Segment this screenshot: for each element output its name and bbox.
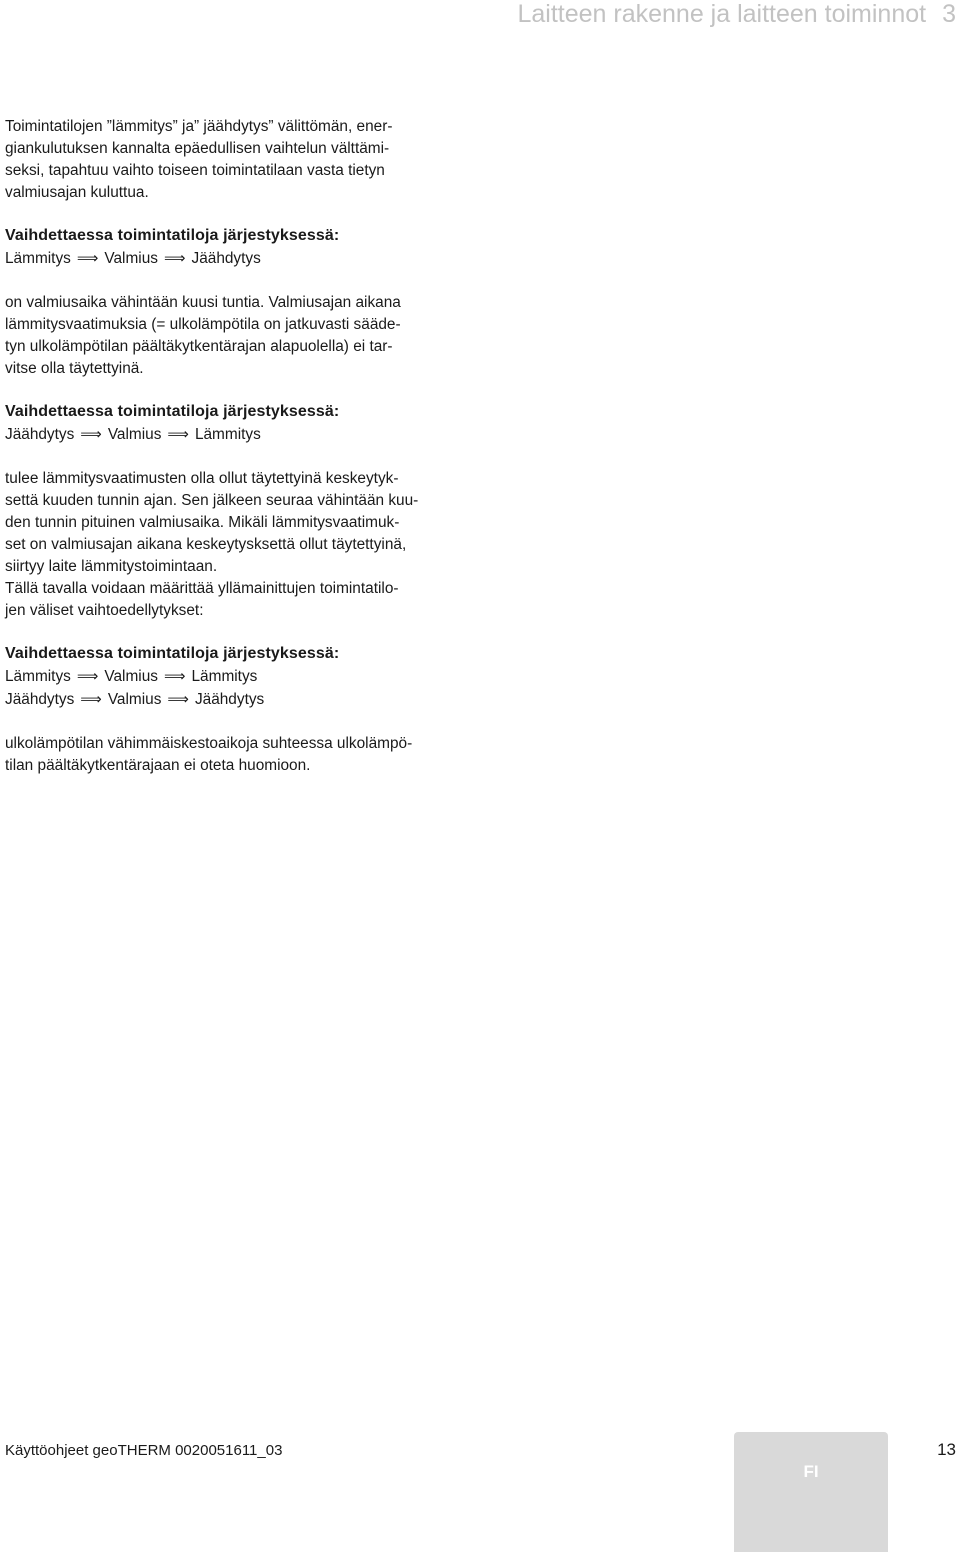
mode-label: Valmius <box>104 250 158 267</box>
double-arrow-icon: ⟹ <box>163 667 186 685</box>
chapter-title: Laitteen rakenne ja laitteen toiminnot <box>517 0 927 28</box>
text-line: seksi, tapahtuu vaihto toiseen toimintatilaan vasta tietyn <box>5 162 385 179</box>
mode-label: Valmius <box>104 668 158 685</box>
text-line: Tällä tavalla voidaan määrittää yllämainittujen toimintatilo- <box>5 580 399 597</box>
mode-label: Valmius <box>107 426 162 443</box>
text-line: Toimintatilojen ”lämmitys” ja” jäähdytys” välittömän, ener- <box>5 118 393 135</box>
text-line: set on valmiusajan aikana keskeytysksettä ollut täytettyinä, <box>5 536 407 553</box>
mode-sequence <box>5 247 475 270</box>
text-line: vitse olla täytettyinä. <box>5 360 144 377</box>
text-line: on valmiusaika vähintään kuusi tuntia. Valmiusajan aikana <box>5 294 401 311</box>
text-line: valmiusajan kuluttua. <box>5 184 149 201</box>
text-line: lämmitysvaatimuksia (= ulkolämpötila on jatkuvasti sääde- <box>5 316 401 333</box>
language-code: FI <box>803 1462 819 1481</box>
double-arrow-icon: ⟹ <box>76 667 99 685</box>
mode-label: Valmius <box>107 691 162 708</box>
section-heading: Vaihdettaessa toimintatiloja järjestyksessä: <box>5 227 340 244</box>
text-line: settä kuuden tunnin ajan. Sen jälkeen seuraa vähintään kuu- <box>5 492 419 509</box>
mode-sequence <box>5 665 475 688</box>
double-arrow-icon: ⟹ <box>80 690 102 708</box>
section-body <box>5 733 475 777</box>
document-reference: Käyttöohjeet geoTHERM 0020051611_03 <box>5 1442 283 1459</box>
mode-label: Lämmitys <box>5 250 71 267</box>
intro-paragraph <box>5 116 475 204</box>
section-heading: Vaihdettaessa toimintatiloja järjestyksessä: <box>5 645 340 662</box>
double-arrow-icon: ⟹ <box>80 425 102 443</box>
mode-label: Lämmitys <box>5 668 71 685</box>
text-line: siirtyy laite lämmitystoimintaan. <box>5 558 218 575</box>
mode-label: Jäähdytys <box>5 691 75 708</box>
section-body <box>5 468 475 622</box>
mode-label: Lämmitys <box>194 426 261 443</box>
mode-label: Jäähdytys <box>191 250 261 267</box>
double-arrow-icon: ⟹ <box>163 249 186 267</box>
chapter-number: 3 <box>942 0 956 28</box>
text-line: tyn ulkolämpötilan päältäkytkentärajan alapuolella) ei tar- <box>5 338 393 355</box>
mode-sequence <box>5 688 475 711</box>
text-line: tulee lämmitysvaatimusten olla ollut täytettyinä keskeytyk- <box>5 470 399 487</box>
text-line: giankulutuksen kannalta epäedullisen vaihtelun välttämi- <box>5 140 390 157</box>
main-content <box>5 116 475 777</box>
page-number: 13 <box>937 1440 956 1459</box>
double-arrow-icon: ⟹ <box>167 425 189 443</box>
text-line: jen väliset vaihtoedellytykset: <box>5 602 204 619</box>
section-heading: Vaihdettaessa toimintatiloja järjestyksessä: <box>5 403 340 420</box>
double-arrow-icon: ⟹ <box>76 249 99 267</box>
double-arrow-icon: ⟹ <box>167 690 189 708</box>
mode-label: Jäähdytys <box>5 426 75 443</box>
language-tab <box>734 1432 888 1552</box>
text-line: ulkolämpötilan vähimmäiskestoaikoja suhteessa ulkolämpö- <box>5 735 413 752</box>
text-line: den tunnin pituinen valmiusaika. Mikäli lämmitysvaatimuk- <box>5 514 400 531</box>
mode-label: Lämmitys <box>191 668 258 685</box>
section-body <box>5 292 475 380</box>
text-line: tilan päältäkytkentärajaan ei oteta huomioon. <box>5 757 311 774</box>
page-header <box>517 0 960 30</box>
mode-label: Jäähdytys <box>194 691 265 708</box>
mode-sequence <box>5 423 475 446</box>
